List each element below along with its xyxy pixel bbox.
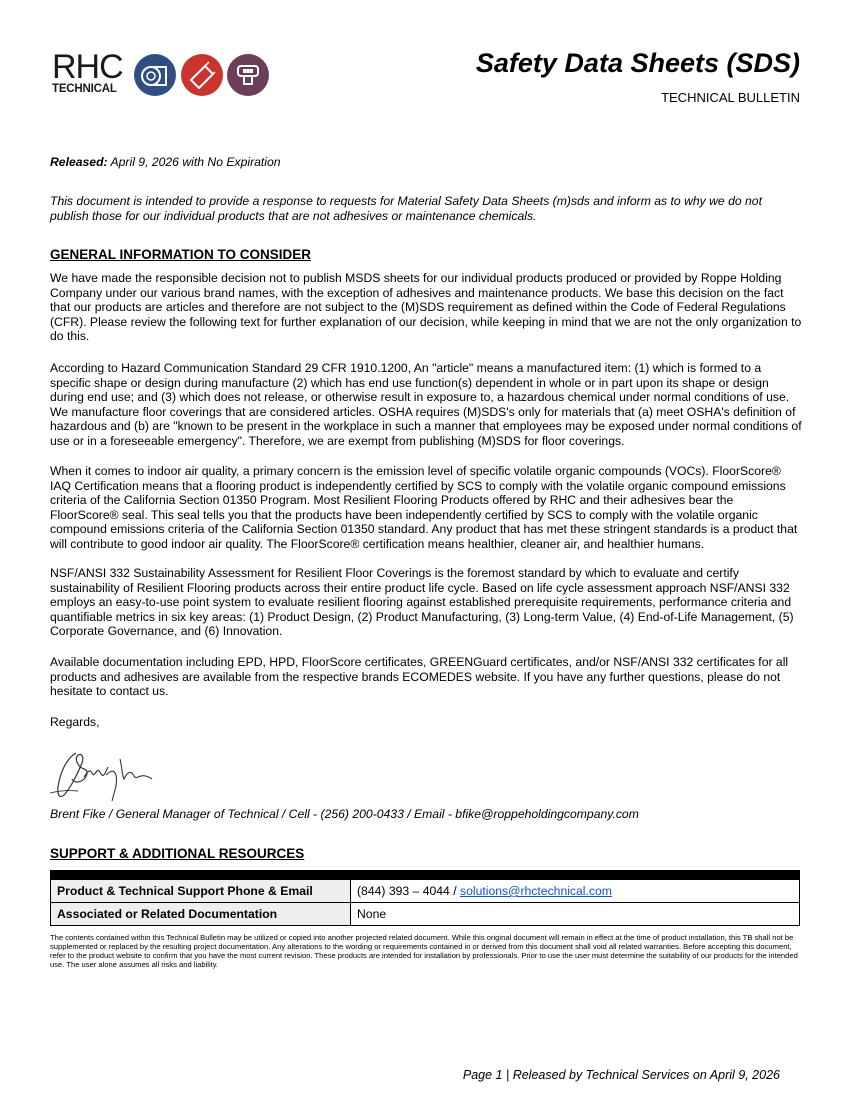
page-title: Safety Data Sheets (SDS) (475, 48, 800, 78)
general-info-heading: GENERAL INFORMATION TO CONSIDER (50, 247, 312, 262)
released-line (50, 155, 802, 170)
support-label: Product & Technical Support Phone & Email (51, 880, 351, 903)
support-email-link[interactable]: solutions@rhctechnical.com (460, 884, 612, 898)
intro-paragraph: This document is intended to provide a response to requests for Material Safety Data Sheets (m)sds and inform as to why we do not publish those for our individual products that are not adhesives or maintenance chemicals. (50, 194, 762, 223)
paragraph-msds-decision: We have made the responsible decision not to publish MSDS sheets for our individual products produced or provided by Roppe Holding Company under our various brand names, with the exception of adhesives and maintenance products. We base this decision on the fact that our products are articles and therefore are not subject to the (M)SDS requirement as defined within the Code of Federal Regulations (CFR). Please review the following text for further explanation of our decision, while keeping in mind that we are not the only organization to do this. (50, 271, 802, 344)
page-subtitle: TECHNICAL BULLETIN (661, 90, 800, 105)
paragraph-article-definition: According to Hazard Communication Standard 29 CFR 1910.1200, An "article" means a manufactured item: (1) which is formed to a specific shape or design during manufacture (2) which has end use function(s) dependent in whole or in part upon its shape or design during end use; and (3) which does not release, or otherwise result in exposure to, a hazardous chemical under normal conditions of use. We manufacture floor coverings that are considered articles. OSHA requires (M)SDS's only for materials that (a) meet OSHA's definition of hazardous and (b) are "known to be present in the workplace in such a manner that employees may be exposed under normal conditions of use or in a foreseeable emergency". Therefore, we are exempt from publishing (M)SDS for floor coverings. (50, 361, 802, 448)
support-table (50, 879, 800, 926)
released-text: April 9, 2026 with No Expiration (107, 155, 281, 169)
handwritten-signature (48, 745, 158, 805)
floor-machine-icon (227, 54, 269, 96)
released-label: Released: (50, 155, 108, 169)
company-logo (52, 48, 126, 95)
logo-sub-text: TECHNICAL (52, 83, 117, 95)
signature-line: Brent Fike / General Manager of Technical / Cell - (256) 200-0433 / Email - bfike@roppeholdingcompany.com (50, 807, 639, 821)
support-phone: (844) 393 – 4044 / (357, 884, 460, 898)
table-top-bar (50, 870, 800, 879)
paragraph-indoor-air-quality: When it comes to indoor air quality, a primary concern is the emission level of specific volatile organic compounds (VOCs). FloorScore® IAQ Certification means that a flooring product is independently certified by SCS to comply with the volatile organic compound emissions criteria of the California Section 01350 Program. Most Resilient Flooring Products offered by RHC and their adhesives bear the FloorScore® seal. This seal tells you that the products have been independently certified by SCS to comply with the volatile organic compound emissions criteria of the California Section 01350 standard. Any product that has met these stringent standards is a product that will contribute to good indoor air quality. The FloorScore® certification means healthier, cleaner air, and healthier humans. (50, 464, 798, 551)
disclaimer-text: The contents contained within this Technical Bulletin may be utilized or copied into another projected related document. While this original document will remain in effect at the time of product installation, this TB shall not be supplemented or replaced by the resulting project documentation. Any alterations to the wording or requirements contained in or derived from this document shall void all related warranties. Before accepting this document, refer to the product website to confirm that you have the most current revision. These products are intended for installation by professionals. Prior to use the user must determine the suitability of our products for the intended use. The user alone assumes all risks and liability. (50, 933, 798, 969)
table-row (51, 903, 800, 926)
flooring-icon (181, 54, 223, 96)
support-value (351, 880, 800, 903)
regards-text: Regards, (50, 715, 100, 729)
logo-main-text: RHC (52, 48, 123, 86)
support-heading: SUPPORT & ADDITIONAL RESOURCES (50, 846, 305, 861)
roll-icon (134, 54, 176, 96)
paragraph-documentation: Available documentation including EPD, HPD, FloorScore certificates, GREENGuard certificates, and/or NSF/ANSI 332 certificates for all products and adhesives are available from the respective brands ECOMEDES website. If you have any further questions, please do not hesitate to contact us. (50, 655, 789, 699)
documentation-value: None (351, 903, 800, 926)
table-row (51, 880, 800, 903)
paragraph-nsf-ansi: NSF/ANSI 332 Sustainability Assessment for Resilient Floor Coverings is the foremost standard by which to evaluate and certify sustainability of Resilient Flooring products across their entire product life cycle. Based on life cycle assessment approach NSF/ANSI 332 employs an easy-to-use point system to evaluate resilient flooring against established prerequisite requirements, performance criteria and quantifiable metrics in six key areas: (1) Product Design, (2) Product Manufacturing, (3) Long-term Value, (4) End-of-Life Management, (5) Corporate Governance, and (6) Innovation. (50, 566, 794, 639)
page-footer: Page 1 | Released by Technical Services on April 9, 2026 (462, 1068, 780, 1082)
documentation-label: Associated or Related Documentation (51, 903, 351, 926)
